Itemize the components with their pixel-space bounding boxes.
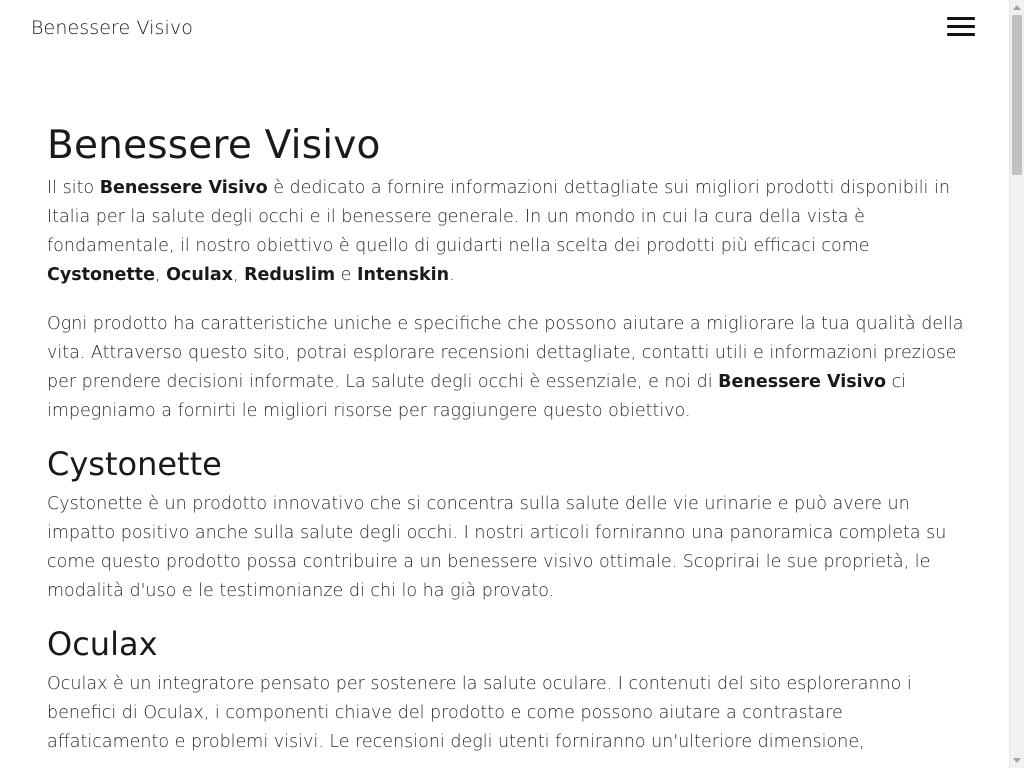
site-header (0, 0, 1009, 60)
product-intenskin: Intenskin (356, 265, 450, 285)
section-heading-oculax: Oculax (47, 625, 158, 663)
scrollbar-thumb[interactable] (1012, 15, 1022, 175)
main-content (47, 120, 967, 757)
product-reduslim: Reduslim (244, 265, 336, 285)
intro-paragraph-2: Ogni prodotto ha caratteristiche uniche e specifiche che possono aiutare a migliorare la tua qualità della vita. Attraverso questo sito, potrai esplorare recensioni dettagliate, contatti utili e informazioni preziose per prendere decisioni informate. La salute degli occhi è essenziale, e noi di Benessere Visivo ci impegniamo a fornirti le migliori risorse per raggiungere questo obiettivo. (47, 314, 964, 421)
section-text-oculax: Oculax è un integratore pensato per sostenere la salute oculare. I contenuti del sito esploreranno i benefici di Oculax, i componenti chiave del prodotto e come possono aiutare a contrastare affaticamento e problemi visivi. Le recensioni degli utenti forniranno un'ulteriore dimensione, (47, 674, 912, 752)
menu-bar-bottom (947, 33, 975, 36)
product-cystonette: Cystonette (47, 265, 155, 285)
site-brand[interactable]: Benessere Visivo (31, 17, 193, 39)
menu-bar-middle (947, 25, 975, 28)
vertical-scrollbar[interactable] (1009, 0, 1024, 768)
section-text-cystonette: Cystonette è un prodotto innovativo che si concentra sulla salute delle vie urinarie e può avere un impatto positivo anche sulla salute degli occhi. I nostri articoli forniranno una panoramica completa su come questo prodotto possa contribuire a un benessere visivo ottimale. Scoprirai le sue proprietà, le modalità d'uso e le testimonianze di chi lo ha già provato. (47, 494, 947, 601)
brand-mention: Benessere Visivo (718, 372, 887, 392)
intro-paragraph-1: Il sito Benessere Visivo è dedicato a fornire informazioni dettagliate sui migliori prodotti disponibili in Italia per la salute degli occhi e il benessere generale. In un mondo in cui la cura della vista è fondamentale, il nostro obiettivo è quello di guidarti nella scelta dei prodotti più efficaci come Cystonette, Oculax, Reduslim e Intenskin. (47, 178, 950, 285)
scroll-down-arrow-icon[interactable] (1013, 758, 1021, 763)
menu-bar-top (947, 17, 975, 20)
product-oculax: Oculax (166, 265, 233, 285)
page-title: Benessere Visivo (47, 123, 381, 168)
hamburger-menu-icon[interactable] (944, 14, 978, 42)
brand-mention: Benessere Visivo (99, 178, 268, 198)
scroll-up-arrow-icon[interactable] (1013, 5, 1021, 10)
section-heading-cystonette: Cystonette (47, 445, 222, 483)
